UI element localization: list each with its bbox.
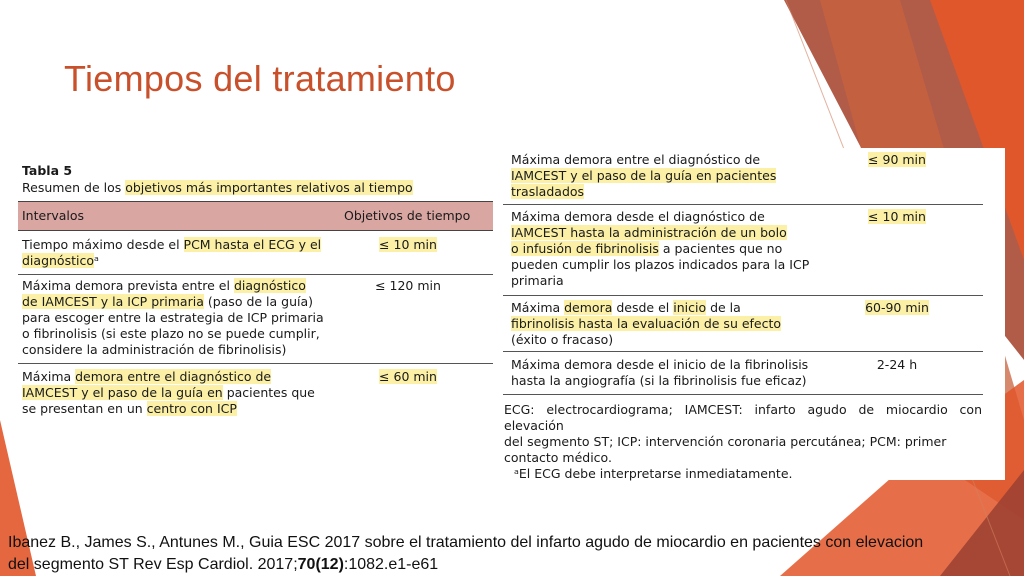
table-row: Máxima demora desde el inicio de la fibrinolisis hasta la angiografía (si la fibrinolisis fue eficaz) <box>511 357 809 388</box>
objective-value: ≤ 10 min <box>379 237 437 252</box>
table-footnote: ECG: electrocardiograma; IAMCEST: infarto agudo de miocardio con elevación del segmento ST; ICP: intervención coronaria percutánea; PCM: primer contacto médico. ᵃEl ECG debe interpretarse inmediatamente. <box>504 402 982 481</box>
table-row: Máxima demora entre el diagnóstico de IAMCEST y el paso de la guía en pacientes que se presentan en un centro con ICP <box>22 369 315 416</box>
objective-value: ≤ 120 min <box>375 278 441 293</box>
citation: Ibanez B., James S., Antunes M., Guia ESC 2017 sobre el tratamiento del infarto agudo de miocardio en pacientes con elevacion del segmento ST Rev Esp Cardiol. 2017;70(12):1082.e1-e61 <box>8 534 924 573</box>
table-left <box>18 160 493 430</box>
row-divider <box>18 274 493 275</box>
row-divider <box>503 295 983 296</box>
row-divider <box>18 363 493 364</box>
table-right <box>501 148 1005 480</box>
table-row: Máxima demora prevista entre el diagnóstico de IAMCEST y la ICP primaria (paso de la guía) para escoger entre la estrategia de ICP primaria o fibrinolisis (si este plazo no se puede cumplir, considere la administración de fibrinolisis) <box>22 278 324 357</box>
objective-value: 2-24 h <box>876 357 918 372</box>
objective-value: 60-90 min <box>865 300 929 315</box>
table-subtitle: Resumen de los objetivos más importantes relativos al tiempo <box>22 180 413 195</box>
objective-value: ≤ 10 min <box>868 209 926 224</box>
row-divider <box>503 351 983 352</box>
table-row: Máxima demora entre el diagnóstico de IAMCEST y el paso de la guía en pacientes trasladados <box>511 152 777 199</box>
table-row: Máxima demora desde el inicio de la fibrinolisis hasta la evaluación de su efecto (éxito o fracaso) <box>511 300 782 347</box>
row-divider <box>503 394 983 395</box>
header-intervalos: Intervalos <box>22 208 85 223</box>
row-divider <box>503 204 983 205</box>
slide-title: Tiempos del tratamiento <box>64 58 456 99</box>
objective-value: ≤ 90 min <box>868 152 926 167</box>
table-header-row <box>18 201 493 231</box>
table-name: Tabla 5 <box>22 163 73 178</box>
table-row: Tiempo máximo desde el PCM hasta el ECG y el diagnósticoᵃ <box>22 237 322 268</box>
objective-value: ≤ 60 min <box>379 369 437 384</box>
table-row: Máxima demora desde el diagnóstico de IAMCEST hasta la administración de un bolo o infusión de fibrinolisis a pacientes que no pueden cumplir los plazos indicados para la ICP primaria <box>511 209 810 288</box>
header-objetivos: Objetivos de tiempo <box>344 208 471 223</box>
